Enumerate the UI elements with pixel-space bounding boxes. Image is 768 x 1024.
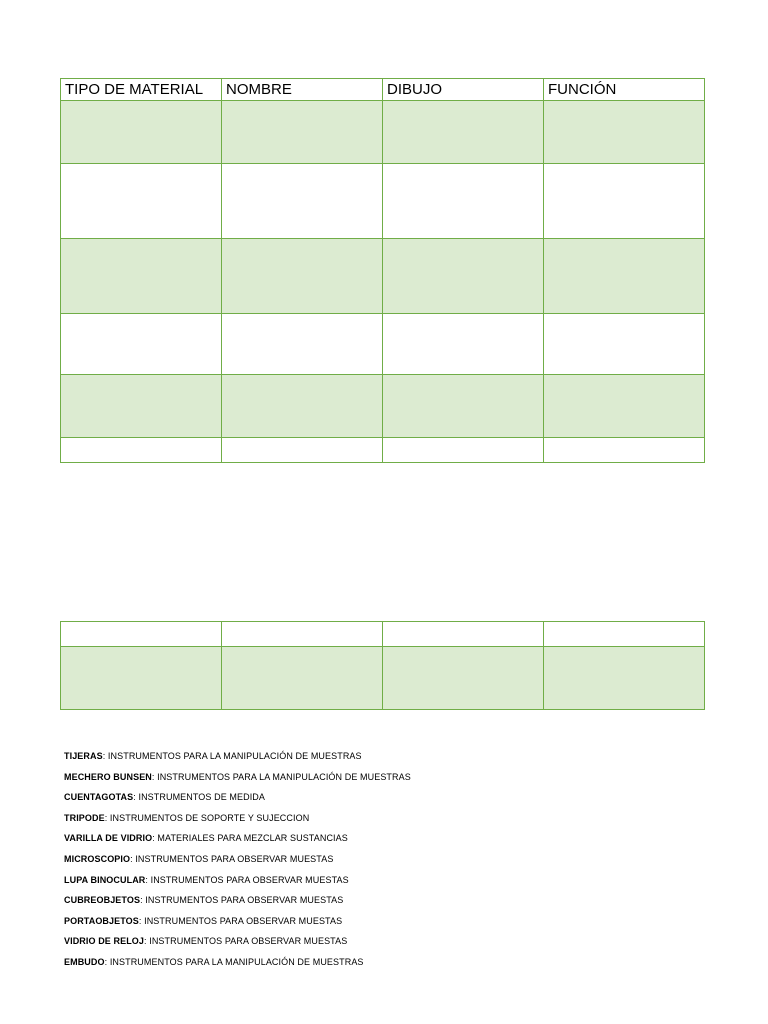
table-cell[interactable]	[61, 164, 222, 239]
header-tipo-de-material: TIPO DE MATERIAL	[61, 79, 222, 101]
list-item	[64, 853, 704, 874]
table-cell[interactable]	[544, 101, 705, 164]
table-row	[61, 438, 705, 463]
table-cell[interactable]	[544, 375, 705, 438]
table-cell[interactable]	[61, 647, 222, 710]
table-row	[61, 164, 705, 239]
legend-term: MICROSCOPIO	[64, 853, 131, 864]
table-cell[interactable]	[383, 314, 544, 375]
table-cell[interactable]	[383, 647, 544, 710]
legend-description: INSTRUMENTOS DE MEDIDA	[138, 792, 266, 803]
list-item	[64, 894, 704, 915]
legend-separator: :	[144, 936, 150, 947]
secondary-table	[60, 621, 705, 710]
legend-description: INSTRUMENTOS PARA OBSERVAR MUESTAS	[149, 936, 348, 947]
table-cell[interactable]	[61, 239, 222, 314]
legend-term: TIJERAS	[64, 751, 103, 761]
list-item	[64, 832, 704, 853]
table-row	[61, 101, 705, 164]
table-cell[interactable]	[222, 314, 383, 375]
legend-term: LUPA BINOCULAR	[64, 874, 146, 885]
list-item	[64, 956, 704, 977]
table-cell[interactable]	[222, 438, 383, 463]
list-item	[64, 791, 704, 812]
table-cell[interactable]	[222, 647, 383, 710]
table-cell[interactable]	[61, 101, 222, 164]
header-funcion: FUNCIÓN	[544, 79, 705, 101]
legend-description: INSTRUMENTOS PARA LA MANIPULACIÓN DE MUESTRAS	[107, 751, 362, 761]
legend-term: MECHERO BUNSEN	[64, 771, 152, 782]
legend-description: MATERIALES PARA MEZCLAR SUSTANCIAS	[157, 833, 348, 844]
table-cell[interactable]	[383, 239, 544, 314]
table-row	[61, 375, 705, 438]
material-legend-list	[64, 750, 704, 977]
legend-separator: :	[152, 833, 158, 844]
legend-description: INSTRUMENTOS PARA OBSERVAR MUESTAS	[145, 895, 344, 906]
table-cell[interactable]	[544, 622, 705, 647]
list-item	[64, 915, 704, 936]
table-cell[interactable]	[383, 375, 544, 438]
legend-term: EMBUDO	[64, 956, 105, 967]
legend-term: VARILLA DE VIDRIO	[64, 833, 153, 844]
legend-separator: :	[102, 751, 108, 761]
header-dibujo: DIBUJO	[383, 79, 544, 101]
legend-description: INSTRUMENTOS PARA OBSERVAR MUESTAS	[135, 853, 334, 864]
table-cell[interactable]	[61, 438, 222, 463]
table-cell[interactable]	[544, 239, 705, 314]
table-cell[interactable]	[61, 622, 222, 647]
material-table	[60, 78, 705, 463]
table-cell[interactable]	[222, 239, 383, 314]
legend-description: INSTRUMENTOS PARA OBSERVAR MUESTAS	[150, 874, 349, 885]
table-row	[61, 622, 705, 647]
legend-description: INSTRUMENTOS PARA OBSERVAR MUESTAS	[144, 915, 343, 926]
list-item	[64, 771, 704, 792]
legend-description: INSTRUMENTOS PARA LA MANIPULACIÓN DE MUESTRAS	[109, 956, 364, 967]
table-cell[interactable]	[383, 101, 544, 164]
legend-description: INSTRUMENTOS PARA LA MANIPULACIÓN DE MUESTRAS	[157, 771, 411, 782]
table-cell[interactable]	[544, 438, 705, 463]
table-cell[interactable]	[544, 647, 705, 710]
table-row	[61, 647, 705, 710]
table-cell[interactable]	[222, 164, 383, 239]
legend-term: CUENTAGOTAS	[64, 792, 134, 803]
table-row	[61, 239, 705, 314]
list-item	[64, 750, 704, 771]
legend-separator: :	[151, 771, 158, 782]
table-cell[interactable]	[383, 622, 544, 647]
list-item	[64, 935, 704, 956]
legend-separator: :	[104, 812, 110, 823]
table-cell[interactable]	[61, 375, 222, 438]
legend-separator: :	[133, 792, 139, 803]
table-row	[61, 314, 705, 375]
header-nombre: NOMBRE	[222, 79, 383, 101]
legend-separator: :	[104, 956, 110, 967]
legend-separator: :	[140, 895, 146, 906]
table-cell[interactable]	[544, 314, 705, 375]
legend-separator: :	[130, 853, 136, 864]
legend-term: PORTAOBJETOS	[64, 915, 139, 926]
list-item	[64, 812, 704, 833]
legend-description: INSTRUMENTOS DE SOPORTE Y SUJECCION	[109, 812, 310, 823]
table-cell[interactable]	[222, 622, 383, 647]
legend-term: TRIPODE	[64, 812, 105, 823]
table-cell[interactable]	[222, 101, 383, 164]
legend-term: VIDRIO DE RELOJ	[64, 936, 145, 947]
table-header-row	[61, 79, 705, 101]
legend-separator: :	[138, 915, 145, 926]
table-cell[interactable]	[544, 164, 705, 239]
list-item	[64, 874, 704, 895]
table-cell[interactable]	[61, 314, 222, 375]
table-cell[interactable]	[222, 375, 383, 438]
table-cell[interactable]	[383, 164, 544, 239]
table-cell[interactable]	[383, 438, 544, 463]
legend-separator: :	[145, 874, 151, 885]
legend-term: CUBREOBJETOS	[64, 895, 141, 906]
